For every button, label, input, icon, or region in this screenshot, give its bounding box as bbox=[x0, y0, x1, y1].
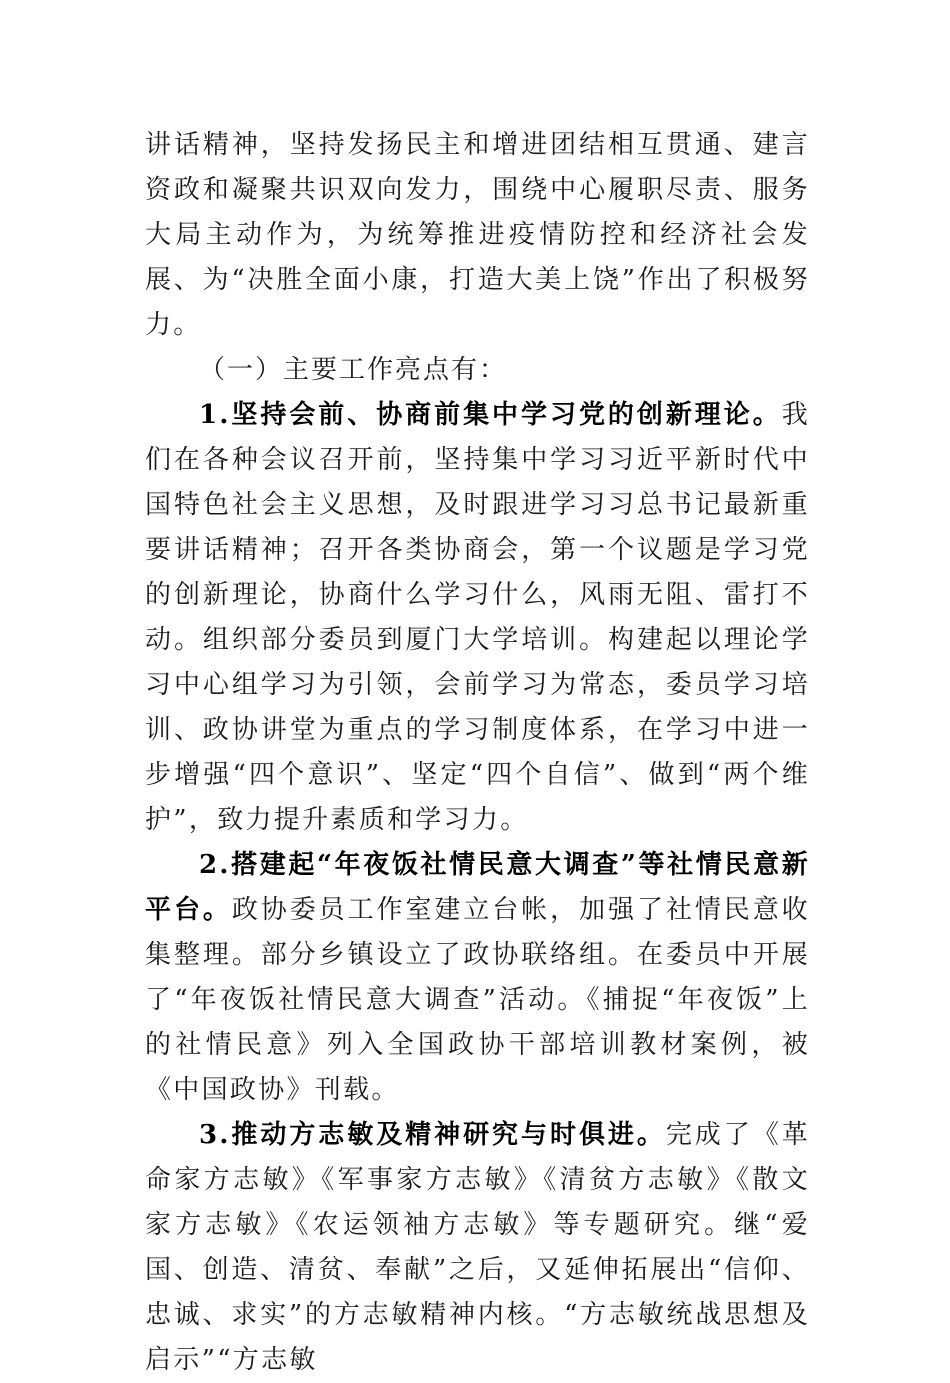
item-heading: 3.推动方志敏及精神研究与时俱进。 bbox=[199, 1120, 666, 1150]
section-heading bbox=[145, 348, 810, 393]
paragraph-text: 讲话精神，坚持发扬民主和增进团结相互贯通、建言资政和凝聚共识双向发力，围绕中心履职尽责、服务大局主动作为，为统筹推进疫情防控和经济社会发展、为“决胜全面小康，打造大美上饶”作出了积极努力。 bbox=[145, 130, 810, 340]
paragraph-text: 我们在各种会议召开前，坚持集中学习习近平新时代中国特色社会主义思想，及时跟进学习习总书记最新重要讲话精神；召开各类协商会，第一个议题是学习党的创新理论，协商什么学习什么，风雨无阻、雷打不动。组织部分委员到厦门大学培训。构建起以理论学习中心组学习为引领，会前学习为常态，委员学习培训、政协讲堂为重点的学习制度体系，在学习中进一步增强“四个意识”、坚定“四个自信”、做到“两个维护”，致力提升素质和学习力。 bbox=[145, 400, 810, 835]
item-heading: 1.坚持会前、协商前集中学习党的创新理论。 bbox=[199, 400, 782, 430]
paragraph-item-1 bbox=[145, 393, 810, 843]
paragraph-item-2 bbox=[145, 843, 810, 1113]
item-heading: 2.搭建起“年夜饭社情民意大调查”等社情民意新平台。 bbox=[145, 850, 810, 925]
document-body bbox=[145, 123, 810, 1383]
paragraph-item-3 bbox=[145, 1113, 810, 1383]
paragraph-continuation bbox=[145, 123, 810, 348]
paragraph-text: 政协委员工作室建立台帐，加强了社情民意收集整理。部分乡镇设立了政协联络组。在委员中开展了“年夜饭社情民意大调查”活动。《捕捉“年夜饭”上的社情民意》列入全国政协干部培训教材案例，被《中国政协》刊载。 bbox=[145, 895, 810, 1105]
paragraph-text: 完成了《革命家方志敏》《军事家方志敏》《清贫方志敏》《散文家方志敏》《农运领袖方志敏》等专题研究。继“爱国、创造、清贫、奉献”之后，又延伸拓展出“信仰、忠诚、求实”的方志敏精神内核。“方志敏统战思想及启示”“方志敏 bbox=[145, 1120, 810, 1375]
section-heading-text: （一）主要工作亮点有： bbox=[199, 355, 508, 385]
